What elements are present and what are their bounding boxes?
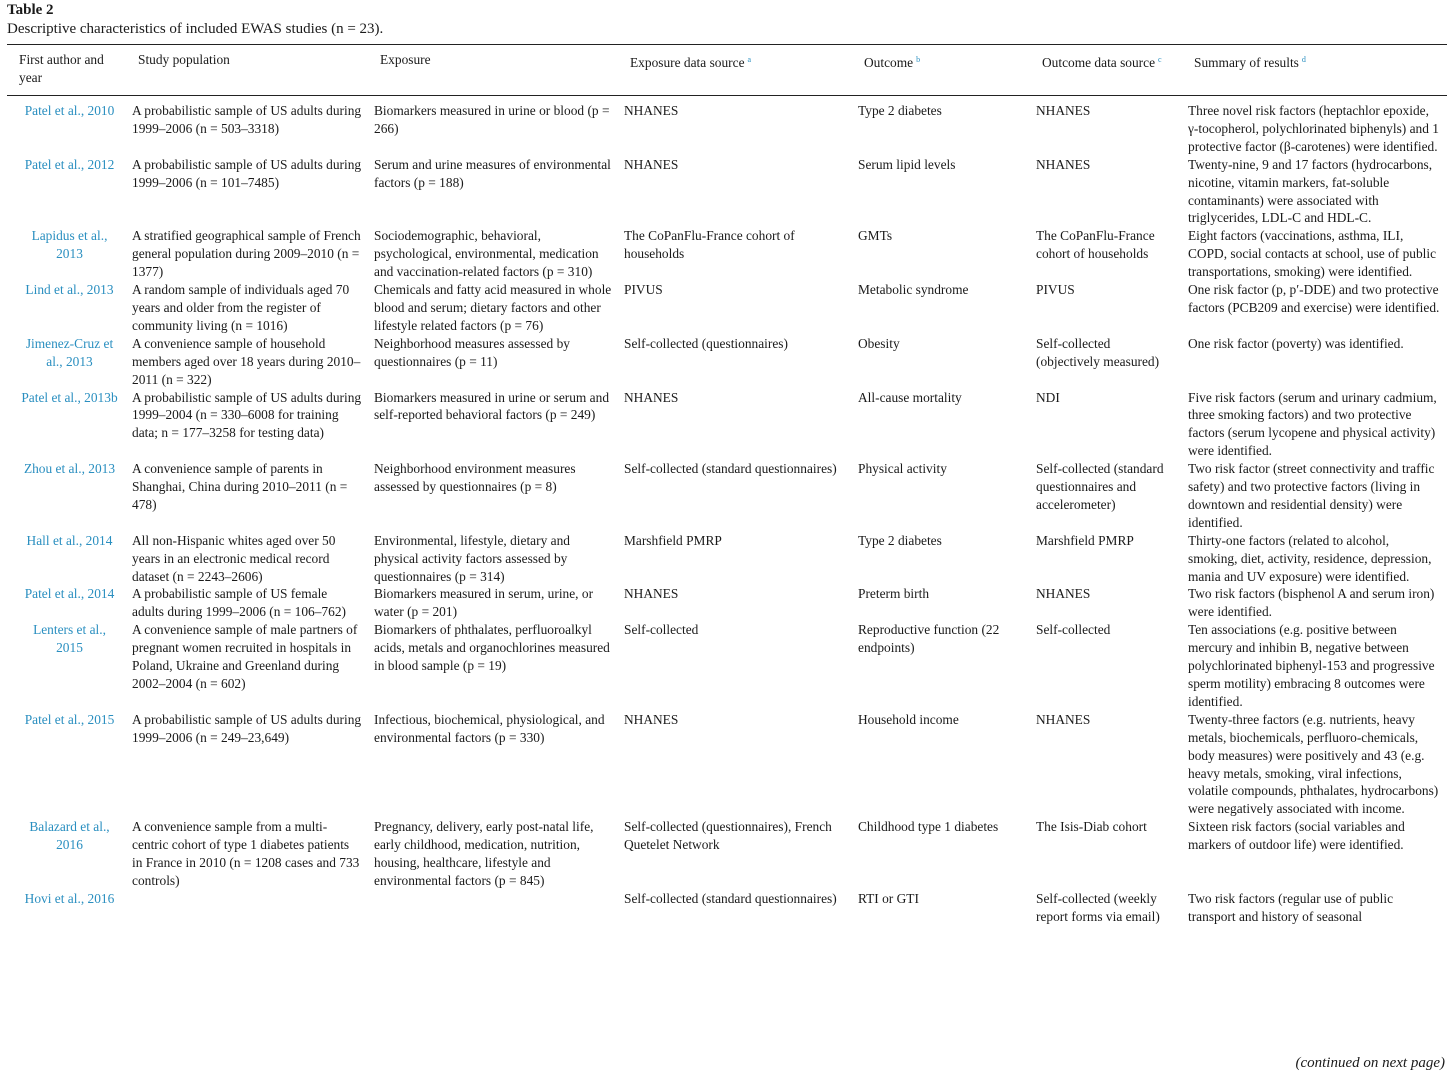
table-row — [7, 227, 1447, 281]
col-header-author: First author and year — [19, 52, 104, 85]
cell-summary: Eight factors (vaccinations, asthma, ILI, COPD, social contacts at school, use of public transportations, smoking) were identified. — [1188, 228, 1437, 280]
col-header-outcome-source: Outcome data source $^c$ — [1042, 55, 1162, 70]
cell-outcome-source: Self-collected (standard questionnaires and accelerometer) — [1036, 461, 1164, 512]
cell-outcome-source: The CoPanFlu-France cohort of households — [1036, 228, 1155, 262]
table-row — [7, 711, 1447, 818]
author-citation-link[interactable]: Patel et al., 2013b — [21, 389, 118, 405]
cell-population: A stratified geographical sample of French general population during 2009–2010 (n = 1377) — [132, 228, 361, 280]
ewas-studies-table — [7, 48, 1447, 926]
cell-exposure-source: NHANES — [624, 389, 679, 405]
cell-outcome: Type 2 diabetes — [858, 532, 942, 548]
author-citation-link[interactable]: Hovi et al., 2016 — [24, 890, 115, 906]
cell-outcome-source: NHANES — [1036, 586, 1091, 602]
cell-outcome-source: Self-collected — [1036, 622, 1111, 638]
cell-outcome: Type 2 diabetes — [858, 103, 942, 118]
cell-author — [7, 281, 126, 335]
cell-author — [7, 227, 126, 281]
cell-exposure: Biomarkers measured in serum, urine, or water (p = 201) — [374, 586, 594, 620]
table-row — [7, 281, 1447, 335]
author-citation-link[interactable]: Lapidus et al., 2013 — [31, 228, 108, 262]
cell-summary: Two risk factors (regular use of public transport and history of seasonal — [1188, 890, 1394, 924]
cell-exposure: Serum and urine measures of environmental factors (p = 188) — [374, 156, 611, 190]
cell-outcome: All-cause mortality — [858, 389, 962, 405]
cell-outcome: Physical activity — [858, 461, 947, 477]
author-citation-link[interactable]: Patel et al., 2012 — [24, 156, 115, 172]
cell-summary: Five risk factors (serum and urinary cadmium, three smoking factors) and two protective factors (serum lycopene and physical activity) were identified. — [1188, 389, 1437, 459]
cell-summary: Sixteen risk factors (social variables and markers of outdoor life) were identified. — [1188, 819, 1405, 853]
author-citation-link[interactable]: Hall et al., 2014 — [26, 532, 113, 548]
cell-exposure-source: NHANES — [624, 586, 679, 602]
cell-exposure: Chemicals and fatty acid measured in whole blood and serum; dietary factors and other lifestyle related factors (p = 76) — [374, 282, 612, 333]
cell-outcome: Household income — [858, 711, 959, 727]
col-header-summary: Summary of results $^d$ — [1194, 55, 1306, 70]
cell-outcome-source: NHANES — [1036, 711, 1091, 727]
cell-author — [7, 890, 126, 926]
cell-exposure — [368, 890, 618, 926]
author-citation-link[interactable]: Patel et al., 2014 — [24, 586, 115, 602]
cell-population: A convenience sample of male partners of pregnant women recruited in hospitals in Poland, Ukraine and Greenland during 2002–2004 (n = 602) — [132, 622, 358, 691]
cell-population: A probabilistic sample of US female adults during 1999–2006 (n = 106–762) — [132, 586, 346, 620]
table-row — [7, 389, 1447, 461]
cell-exposure-source: Self-collected (questionnaires), French Quetelet Network — [624, 819, 832, 853]
cell-author — [7, 389, 126, 461]
col-header-population: Study population — [138, 52, 230, 67]
cell-exposure: Biomarkers measured in urine or serum and self-reported behavioral factors (p = 249) — [374, 389, 610, 423]
cell-exposure-source: Self-collected — [624, 622, 699, 638]
cell-outcome: Serum lipid levels — [858, 156, 956, 172]
cell-outcome-source: NHANES — [1036, 156, 1091, 172]
cell-outcome: RTI or GTI — [858, 890, 919, 906]
author-citation-link[interactable]: Patel et al., 2015 — [24, 711, 115, 727]
cell-exposure: Sociodemographic, behavioral, psychological, environmental, medication and vaccination-related factors (p = 310) — [374, 228, 599, 280]
cell-exposure: Pregnancy, delivery, early post-natal life, early childhood, medication, nutrition, housing, healthcare, lifestyle and environmental factors (p = 845) — [374, 819, 594, 888]
table-row — [7, 94, 1447, 156]
table-row — [7, 621, 1447, 711]
cell-author — [7, 621, 126, 711]
author-citation-link[interactable]: Balazard et al., 2016 — [29, 819, 110, 853]
table-header-row — [7, 48, 1447, 94]
cell-exposure: Neighborhood measures assessed by questionnaires (p = 11) — [374, 335, 570, 369]
cell-outcome-source: NHANES — [1036, 103, 1091, 118]
table-row — [7, 335, 1447, 389]
table-caption: Descriptive characteristics of included EWAS studies (n = 23). — [7, 21, 384, 37]
cell-population: A probabilistic sample of US adults during 1999–2006 (n = 249–23,649) — [132, 711, 362, 745]
cell-exposure-source: NHANES — [624, 711, 679, 727]
col-header-exposure-source: Exposure data source $^a$ — [630, 55, 752, 70]
cell-outcome-source: NDI — [1036, 389, 1060, 405]
cell-author — [7, 532, 126, 586]
cell-population: A convenience sample of household members aged over 18 years during 2010–2011 (n = 322) — [132, 335, 361, 387]
cell-summary: Two risk factors (bisphenol A and serum iron) were identified. — [1188, 586, 1435, 620]
cell-outcome: Preterm birth — [858, 586, 930, 602]
author-citation-link[interactable]: Lind et al., 2013 — [25, 282, 114, 298]
author-citation-link[interactable]: Patel et al., 2010 — [24, 103, 115, 118]
cell-exposure-source: NHANES — [624, 103, 679, 118]
footnote-marker: a — [747, 55, 752, 64]
cell-summary: Two risk factor (street connectivity and traffic safety) and two protective factors (living in downtown and residential density) were identified. — [1188, 461, 1435, 530]
cell-exposure: Infectious, biochemical, physiological, and environmental factors (p = 330) — [374, 711, 605, 745]
cell-summary: Ten associations (e.g. positive between mercury and inhibin B, negative between polychlorinated biphenyl-153 and progressive sperm motility) embracing 8 outcomes were identified. — [1188, 622, 1435, 709]
author-citation-link[interactable]: Lenters et al., 2015 — [33, 622, 106, 656]
cell-outcome-source: PIVUS — [1036, 282, 1075, 298]
cell-author — [7, 94, 126, 156]
author-citation-link[interactable]: Zhou et al., 2013 — [23, 461, 116, 477]
cell-outcome: Childhood type 1 diabetes — [858, 819, 999, 835]
cell-summary: One risk factor (p, p′-DDE) and two protective factors (PCB209 and exercise) were identified. — [1188, 282, 1440, 315]
cell-outcome-source: The Isis-Diab cohort — [1036, 819, 1147, 835]
table-row — [7, 460, 1447, 532]
cell-exposure-source: Self-collected (standard questionnaires) — [624, 890, 837, 906]
table-row — [7, 156, 1447, 228]
cell-exposure-source: PIVUS — [624, 282, 663, 298]
cell-exposure-source: The CoPanFlu-France cohort of households — [624, 228, 795, 262]
cell-population — [126, 890, 368, 926]
cell-population: A convenience sample of parents in Shanghai, China during 2010–2011 (n = 478) — [132, 461, 348, 512]
cell-summary: Thirty-one factors (related to alcohol, smoking, diet, activity, residence, depression, mania and UV exposure) were identified. — [1188, 532, 1432, 584]
top-rule — [7, 44, 1447, 45]
cell-author — [7, 818, 126, 890]
cell-population: A probabilistic sample of US adults during 1999–2004 (n = 330–6008 for training data; n = 177–3258 for testing data) — [132, 389, 362, 441]
cell-summary: Twenty-nine, 9 and 17 factors (hydrocarbons, nicotine, vitamin markers, fat-soluble contaminants) were associated with triglycerides, LDL-C and HDL-C. — [1188, 156, 1433, 226]
author-citation-link[interactable]: Jimenez-Cruz et al., 2013 — [25, 335, 114, 369]
footnote-marker: d — [1301, 55, 1306, 64]
footnote-marker: b — [916, 55, 921, 64]
cell-population: A random sample of individuals aged 70 years and older from the register of community living (n = 1016) — [132, 282, 350, 333]
cell-exposure-source: NHANES — [624, 156, 679, 172]
cell-population: A probabilistic sample of US adults during 1999–2006 (n = 503–3318) — [132, 103, 362, 136]
col-header-exposure: Exposure — [380, 52, 431, 67]
cell-outcome: GMTs — [858, 228, 893, 244]
cell-summary: Twenty-three factors (e.g. nutrients, heavy metals, biochemicals, perfluoro-chemicals, body measures) were positively and 43 (e.g. heavy metals, smoking, viral infections, volatile compounds, phthalates, hydrocarbons) were negatively associated with income. — [1188, 711, 1439, 817]
cell-exposure-source: Self-collected (standard questionnaires) — [624, 461, 837, 477]
cell-author — [7, 711, 126, 818]
cell-author — [7, 156, 126, 228]
cell-exposure: Biomarkers of phthalates, perfluoroalkyl acids, metals and organochlorines measured in blood sample (p = 19) — [374, 622, 610, 674]
cell-exposure-source: Self-collected (questionnaires) — [624, 335, 788, 351]
cell-population: A convenience sample from a multi-centric cohort of type 1 diabetes patients in France in 2010 (n = 1208 cases and 733 controls) — [132, 819, 360, 888]
table-row — [7, 585, 1447, 621]
continued-note: (continued on next page) — [1295, 1055, 1445, 1071]
cell-outcome: Metabolic syndrome — [858, 282, 969, 298]
col-header-outcome: Outcome $^b$ — [864, 55, 921, 70]
cell-summary: One risk factor (poverty) was identified. — [1188, 335, 1404, 351]
table-label: Table 2 — [7, 2, 54, 18]
cell-outcome-source: Self-collected (weekly report forms via email) — [1036, 890, 1160, 924]
cell-population: All non-Hispanic whites aged over 50 years in an electronic medical record dataset (n = 2243–2606) — [132, 532, 336, 584]
table-row — [7, 818, 1447, 890]
cell-outcome: Obesity — [858, 335, 900, 351]
cell-exposure: Neighborhood environment measures assessed by questionnaires (p = 8) — [374, 461, 576, 495]
cell-summary: Three novel risk factors (heptachlor epoxide, γ-tocopherol, polychlorinated biphenyls) and 1 protective factor (β-carotenes) were identified. — [1188, 103, 1439, 154]
table-body — [7, 94, 1447, 926]
cell-exposure-source: Marshfield PMRP — [624, 532, 722, 548]
cell-population: A probabilistic sample of US adults during 1999–2006 (n = 101–7485) — [132, 156, 362, 190]
cell-exposure: Biomarkers measured in urine or blood (p = 266) — [374, 103, 610, 136]
footnote-marker: c — [1158, 55, 1162, 64]
cell-author — [7, 585, 126, 621]
cell-author — [7, 460, 126, 532]
cell-outcome-source: Self-collected (objectively measured) — [1036, 335, 1160, 369]
cell-author — [7, 335, 126, 389]
cell-exposure: Environmental, lifestyle, dietary and physical activity factors assessed by questionnaires (p = 314) — [374, 532, 570, 584]
table-row — [7, 532, 1447, 586]
cell-outcome-source: Marshfield PMRP — [1036, 532, 1134, 548]
cell-outcome: Reproductive function (22 endpoints) — [858, 622, 1000, 656]
table-row — [7, 890, 1447, 926]
